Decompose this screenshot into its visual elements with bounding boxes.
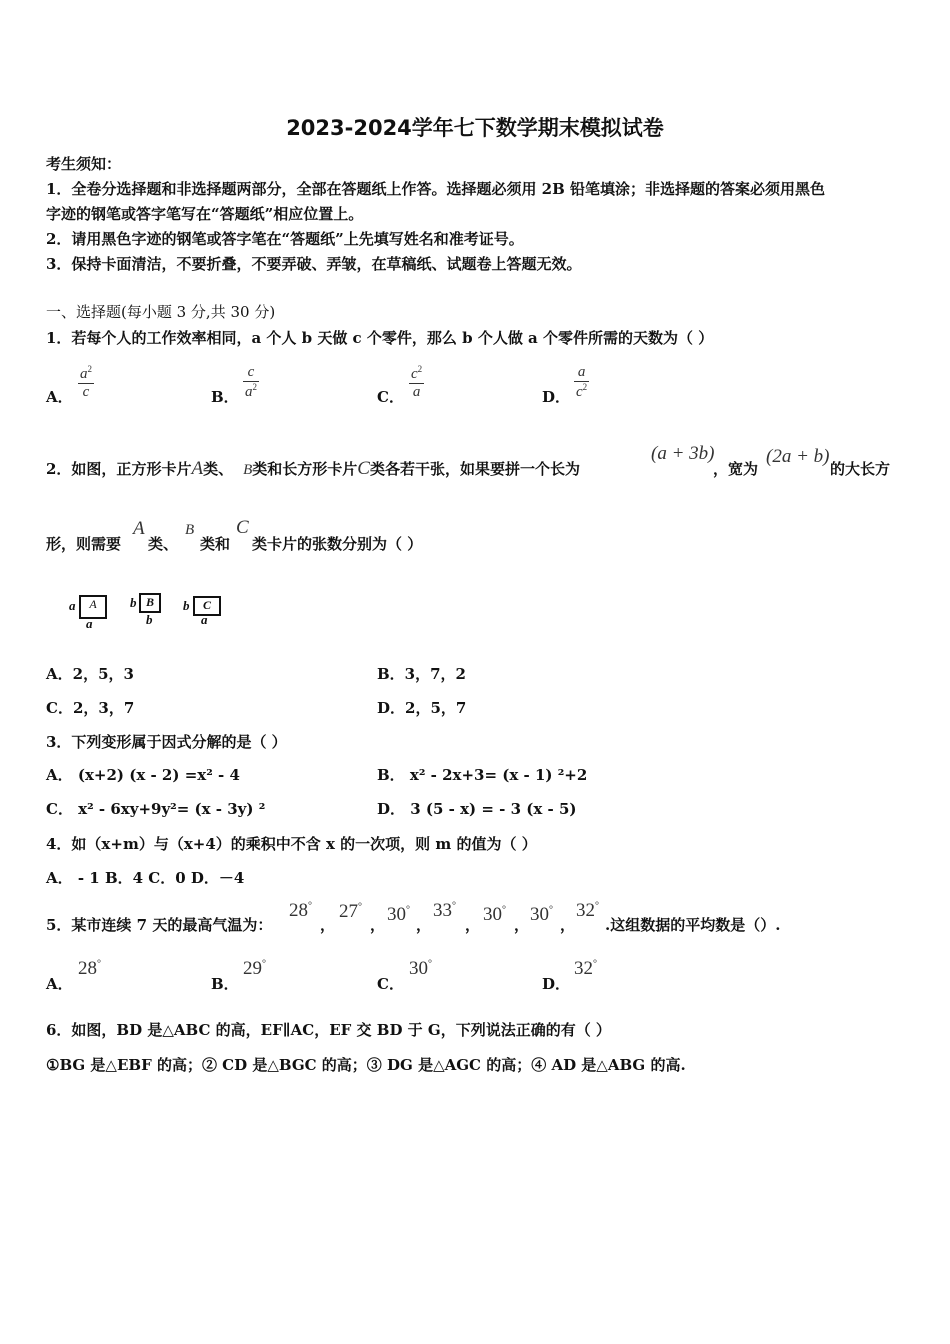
card-c: C bbox=[193, 596, 221, 616]
fraction-numerator: $c^2$ bbox=[411, 364, 423, 382]
fraction-denominator: $c^2$ bbox=[576, 382, 588, 400]
q5-separator: ， bbox=[416, 916, 432, 934]
q1-stem: 1．若每个人的工作效率相同，a 个人 b 天做 c 个零件，那么 b 个人做 a 个零件所需的天数为（ ） bbox=[46, 329, 714, 347]
q2-width-expr: (2a + b) bbox=[766, 446, 830, 467]
card-c-side-label: b bbox=[183, 598, 190, 613]
q5-option-value: 32° bbox=[574, 958, 597, 979]
fraction-denominator: $a^2$ bbox=[245, 382, 257, 400]
fraction-numerator: $a^2$ bbox=[80, 364, 92, 382]
card-a-bottom-label: a bbox=[86, 616, 93, 631]
q5-temperature-value: 32° bbox=[576, 900, 599, 921]
card-b: B bbox=[139, 593, 161, 613]
q6-statements: ①BG 是△EBF 的高；② CD 是△BGC 的高；③ DG 是△AGC 的高；④ AD 是△ABG 的高. bbox=[46, 1056, 686, 1074]
q5-temperature-value: 30° bbox=[387, 904, 410, 925]
q2-option-d: D．2，5，7 bbox=[377, 699, 467, 717]
q5-option-value: 29° bbox=[243, 958, 266, 979]
q2-text-3: 类和长方形卡片 bbox=[252, 460, 358, 478]
q2-var-b-2: B bbox=[185, 522, 195, 538]
q2-option-a: A．2，5，3 bbox=[46, 665, 134, 683]
q4-options: A． - 1 B．4 C．0 D．－4 bbox=[46, 869, 245, 887]
q1-option-label: B． bbox=[211, 388, 239, 406]
section-heading: 一、选择题(每小题 3 分,共 30 分) bbox=[46, 303, 276, 321]
q5-separator: ， bbox=[465, 916, 481, 934]
q5-separator: ， bbox=[514, 916, 530, 934]
q2-var-c-2: C bbox=[236, 517, 249, 538]
q2-option-c: C．2，3，7 bbox=[46, 699, 135, 717]
q5-separator: ， bbox=[320, 916, 336, 934]
card-c-bottom-label: a bbox=[201, 612, 208, 627]
q5-option-label: A． bbox=[46, 975, 73, 993]
fraction-numerator: c bbox=[247, 364, 255, 380]
q3-option-c: C． x² - 6xy+9y²= (x - 3y) ² bbox=[46, 800, 266, 818]
q3-option-d: D． 3 (5 - x) = - 3 (x - 5) bbox=[377, 800, 577, 818]
notice-item-1-line-2: 字迹的钢笔或答字笔写在“答题纸”相应位置上。 bbox=[46, 205, 364, 223]
q5-option-label: C． bbox=[377, 975, 404, 993]
card-a: A bbox=[79, 595, 107, 619]
q6-stem: 6．如图，BD 是△ABC 的高，EF∥AC，EF 交 BD 于 G，下列说法正确的有（ ） bbox=[46, 1021, 611, 1039]
q2-text-1: 2．如图，正方形卡片 bbox=[46, 460, 192, 478]
q5-option-value: 28° bbox=[78, 958, 101, 979]
q1-option-label: D． bbox=[542, 388, 571, 406]
q5-stem-end: .这组数据的平均数是（）. bbox=[605, 916, 781, 934]
q1-option-fraction bbox=[243, 364, 259, 401]
q5-temperature-value: 30° bbox=[483, 904, 506, 925]
q2-line-1 bbox=[46, 458, 580, 480]
q2-var-c: C bbox=[357, 458, 370, 479]
q5-option-label: D． bbox=[542, 975, 571, 993]
q2-text-9: 类和 bbox=[200, 535, 231, 553]
notice-item-3: 3．保持卡面清洁，不要折叠，不要弄破、弄皱，在草稿纸、试题卷上答题无效。 bbox=[46, 255, 582, 273]
q5-option-label: B． bbox=[211, 975, 239, 993]
q3-option-a: A． (x+2) (x - 2) =x² - 4 bbox=[46, 766, 240, 784]
q5-temperature-value: 28° bbox=[289, 900, 312, 921]
fraction-denominator: c bbox=[78, 383, 94, 401]
q3-option-b: B． x² - 2x+3= (x - 1) ²+2 bbox=[377, 766, 588, 784]
q1-option-label: A． bbox=[46, 388, 73, 406]
q1-option-fraction bbox=[78, 364, 94, 401]
page-title: 2023-2024学年七下数学期末模拟试卷 bbox=[286, 116, 664, 140]
q2-text-8: 类、 bbox=[148, 535, 179, 553]
card-b-bottom-label: b bbox=[146, 612, 153, 627]
card-b-side-label: b bbox=[130, 595, 137, 610]
q5-temperature-value: 33° bbox=[433, 900, 456, 921]
q5-separator: ， bbox=[370, 916, 386, 934]
q2-text-7: 形，则需要 bbox=[46, 535, 122, 553]
q5-separator: ， bbox=[560, 916, 576, 934]
q3-stem: 3．下列变形属于因式分解的是（ ） bbox=[46, 733, 287, 751]
q2-option-b: B．3，7，2 bbox=[377, 665, 466, 683]
q2-length-expr: (a + 3b) bbox=[651, 443, 715, 464]
q2-text-10: 类卡片的张数分别为（ ） bbox=[252, 535, 423, 553]
q1-option-fraction bbox=[409, 364, 424, 401]
q2-var-a: A bbox=[191, 458, 204, 479]
q2-text-4: 类各若干张，如果要拼一个长为 bbox=[369, 460, 580, 478]
q2-text-6: 的大长方 bbox=[830, 460, 891, 478]
fraction-denominator: a bbox=[409, 383, 424, 401]
q5-temperature-value: 30° bbox=[530, 904, 553, 925]
q2-text-5: ，宽为 bbox=[713, 460, 759, 478]
q2-var-a-2: A bbox=[133, 518, 145, 539]
card-a-side-label: a bbox=[69, 598, 76, 613]
q5-option-value: 30° bbox=[409, 958, 432, 979]
notice-item-2: 2．请用黑色字迹的钢笔或答字笔在“答题纸”上先填写姓名和准考证号。 bbox=[46, 230, 524, 248]
notice-item-1-line-1: 1．全卷分选择题和非选择题两部分，全部在答题纸上作答。选择题必须用 2B 铅笔填涂；非选择题的答案必须用黑色 bbox=[46, 180, 826, 198]
q5-temperature-value: 27° bbox=[339, 901, 362, 922]
fraction-numerator: a bbox=[577, 364, 586, 380]
q1-option-label: C． bbox=[377, 388, 404, 406]
q4-stem: 4．如（x+m）与（x+4）的乘积中不含 x 的一次项，则 m 的值为（ ） bbox=[46, 835, 537, 853]
notice-heading: 考生须知： bbox=[46, 155, 122, 173]
q5-stem-start: 5．某市连续 7 天的最高气温为： bbox=[46, 916, 273, 934]
q2-var-b: B bbox=[243, 462, 253, 478]
q1-option-fraction bbox=[574, 364, 589, 401]
q2-text-2: 类、 bbox=[203, 460, 234, 478]
